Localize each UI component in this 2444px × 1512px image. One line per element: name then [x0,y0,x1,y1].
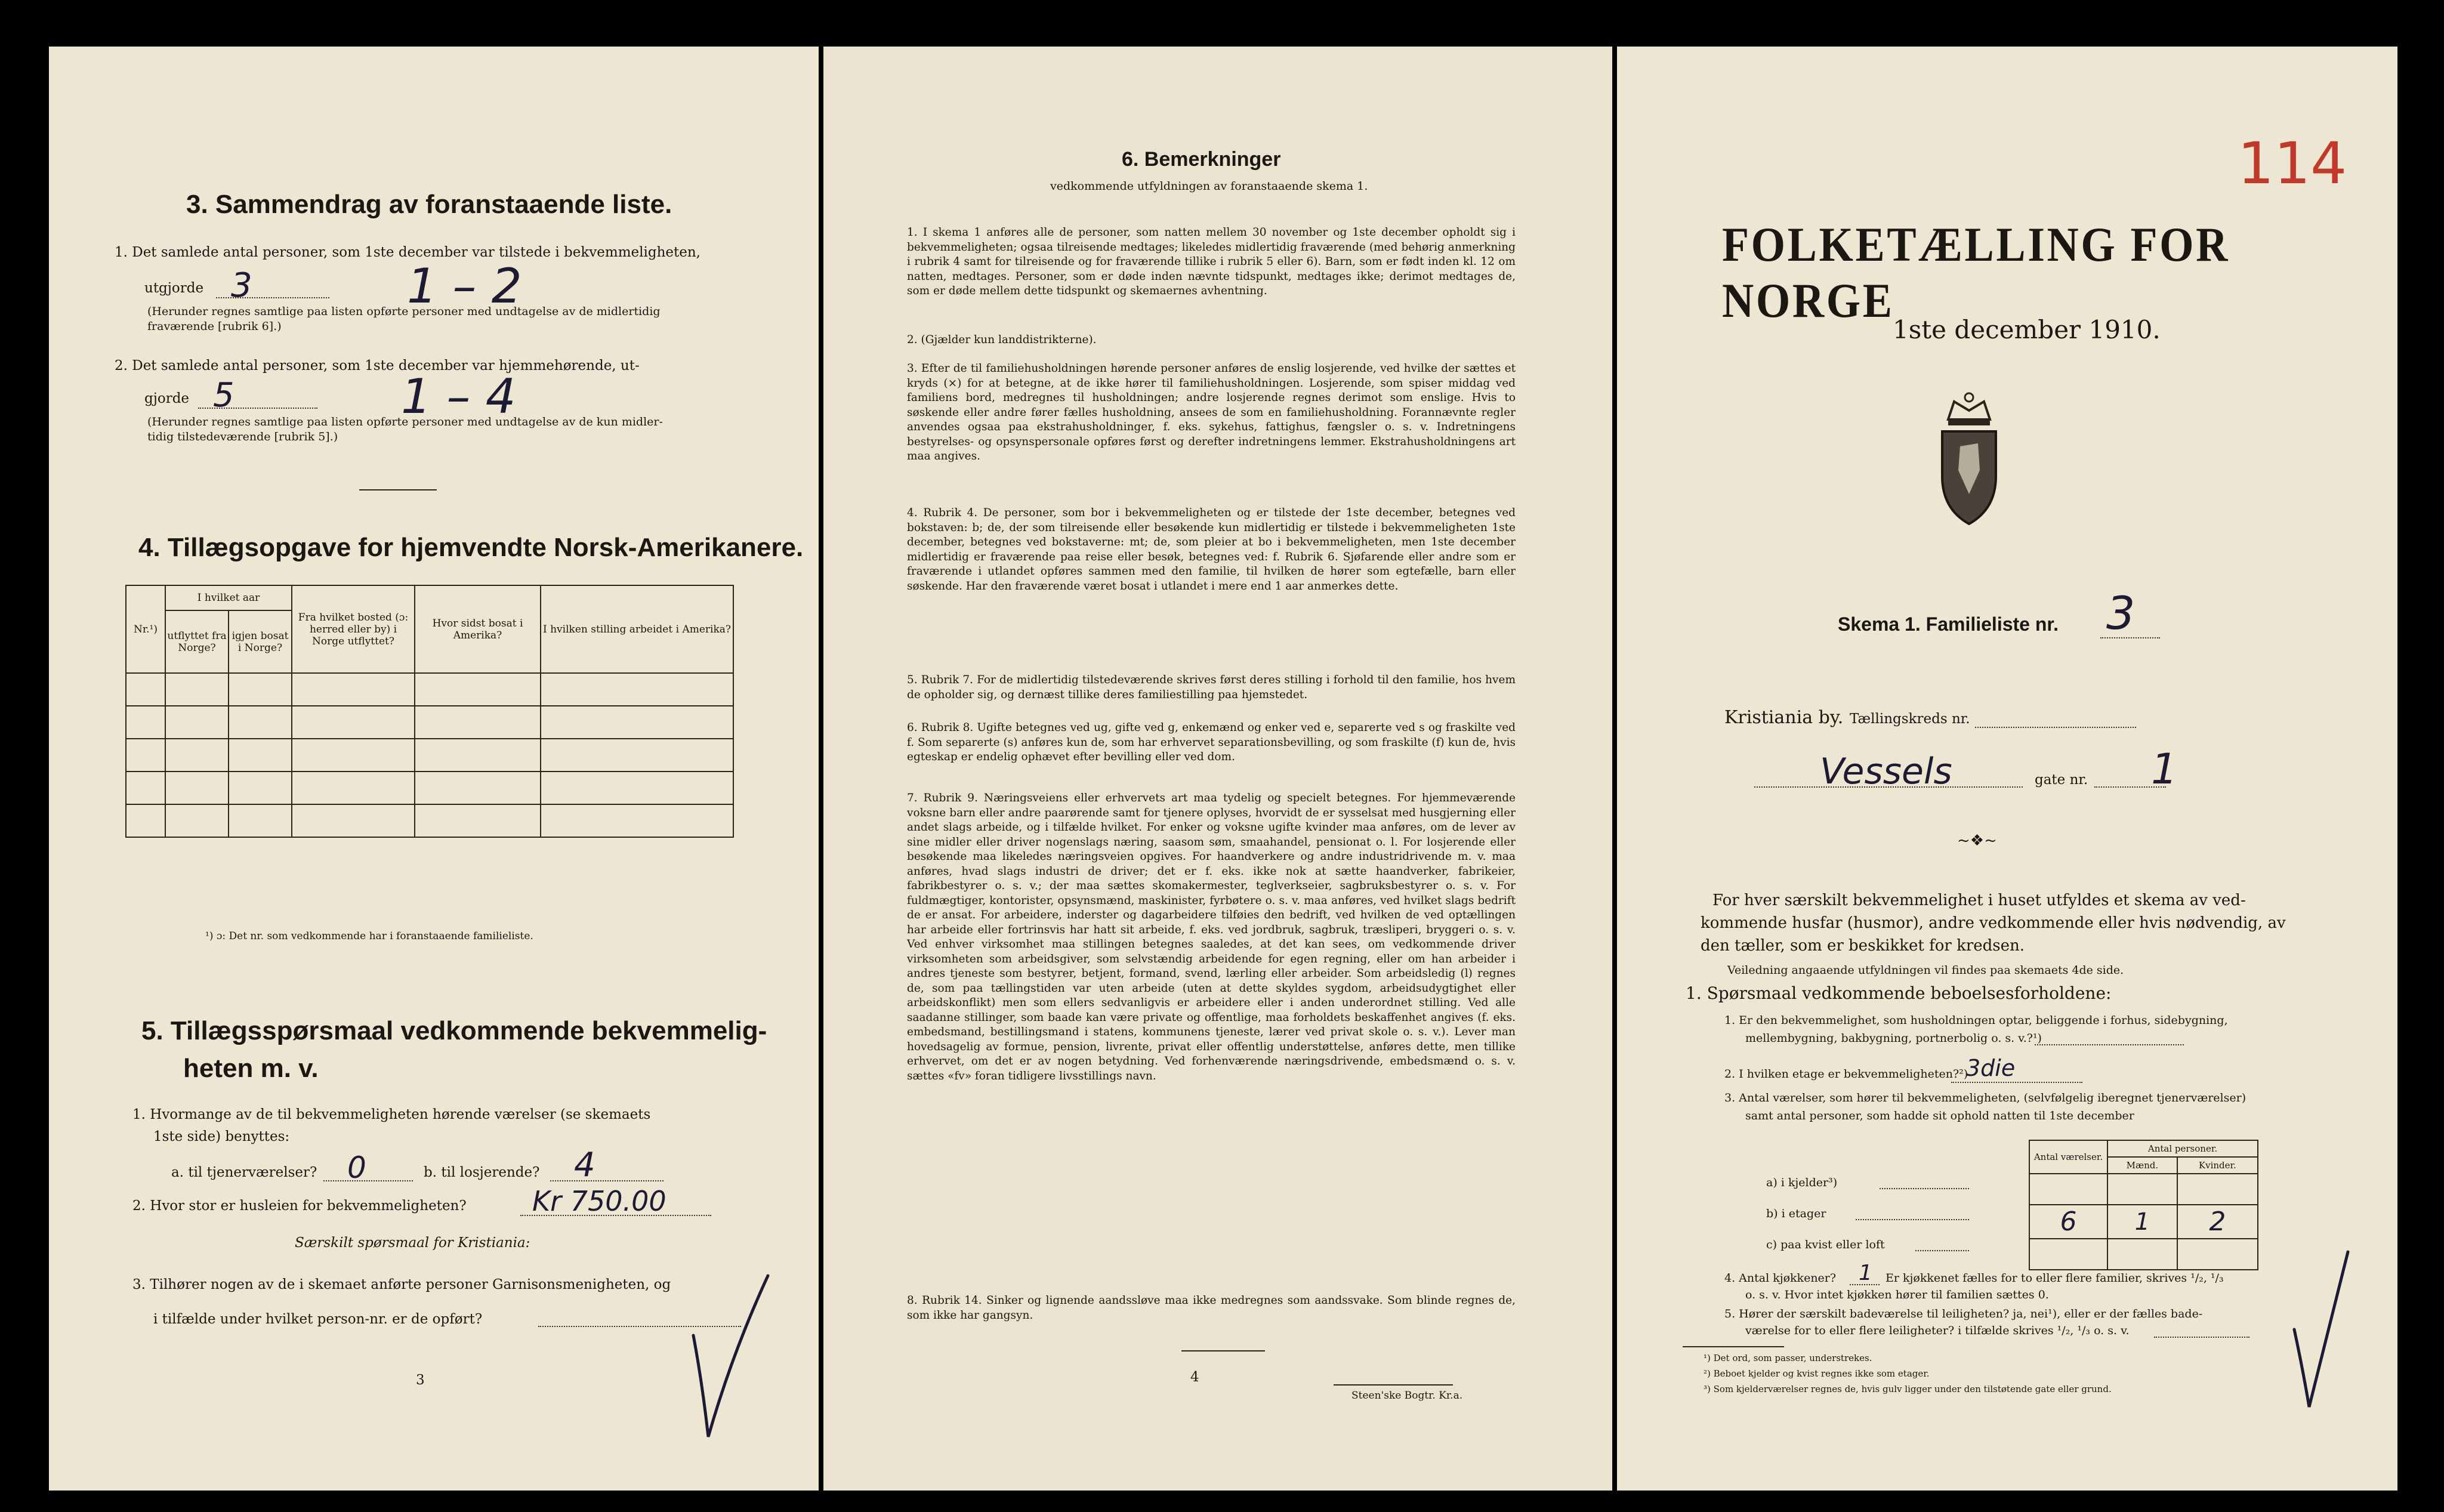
q1-2-value: 3die [1966,1055,2016,1081]
q1-5-line2: værelse for to eller flere leiligheter? i tilfælde skrives ¹/₂, ¹/₃ o. s. v. [1745,1324,2130,1337]
col-occupation: I hvilken stilling arbeidet i Amerika? [541,585,733,673]
col-women: Kvinder. [2177,1157,2258,1174]
s5-a-label: a. til tjenerværelser? [171,1165,317,1180]
section-5-title-2: heten m. v. [183,1054,319,1083]
table-row [2029,1239,2258,1270]
page-3 [49,47,819,1491]
house-dotline [2094,786,2166,788]
schema-dotline [2100,637,2160,638]
remark-8: 8. Rubrik 14. Sinker og lignende aandssløve maa ikke medregnes som aandssvake. Som blinde regnes de, som ikke har gangsyn. [907,1294,1516,1322]
house-number: 1 [2151,745,2178,794]
section-4-title: 4. Tillægsopgave for hjemvendte Norsk-Amerikanere. [138,533,804,562]
s3-q1-line1: 1. Det samlede antal personer, som 1ste december var tilstede i bekvemmeligheten, [115,245,701,260]
norwegian-coat-of-arms-icon [1927,387,2011,530]
intro-line2: kommende husfar (husmor), andre vedkommende eller hvis nødvendig, av [1701,914,2286,932]
remark-7: 7. Rubrik 9. Næringsveiens eller erhvervets art maa tydelig og specielt betegnes. For hjemmeværende voksne barn eller andre paarørende samt for tjenere oplyses, hvorvidt de er sysselsat med husgjerning eller andet slags arbeide, og i tilfælde hvilket. For enker og voksne ugifte kvinder maa anføres, om de lever av sine midler eller driver nogenslags næring, saasom søm, smaahandel, pensionat o. l. For losjerende eller besøkende maa likeledes næringsveien opgives. For haandverkere og andre industridrivende m. v. maa anføres, hvad slags industri de driver; det er f. eks. ikke nok at sætte haandverker, fabrikeier, fabrikbestyrer o. s. v.; der maa sættes skomakermester, teglverkseier, sagbruksbestyrer o. s. v. For fuldmægtiger, kontorister, opsynsmænd, maskinister, fyrbøtere o. s. v. maa anføres, ved hvilket slags bedrift de er ansat. For arbeidere, inderster og dagarbeidere tilføies den bedrift, ved hvilken de ved optællingen har arbeide eller fortrinsvis har hatt sit arbeide, f. eks. ved jordbruk, sagbruk, træsliperi, bryggeri o. s. v. Ved enhver virksomhet maa stillingen betegnes saaledes, at det kan sees, om vedkommende driver virksomheten som arbeidsgiver, som selvstændig arbeidende for egen regning, eller om han arbeider i andres tjeneste som bestyrer, betjent, formand, svend, lærling eller arbeider. Som arbeidsledig (l) regnes de, som paa tællingstiden var uten arbeide (uten at dette skyldes sygdom, arbeidsudygtighet eller arbeidskonflikt) men som ellers sedvanligvis er arbeidere eller i anden underordnet stilling. Ved alle saadanne stillinger, som baade kan være private og offentlige, maa forholdets beskaffenhet angives (f. eks. embedsmand, bestillingsmand i statens, kommunens tjeneste, lærer ved privat skole o. s. v.). Lever man hovedsagelig av formue, pension, livrente, privat eller offentlig understøttelse, anføres dette, men tillike erhvervet, om det er av nogen betydning. Ved forhenværende næringsdrivende, embedsmænd o. s. v. sættes «fv» foran tidligere livsstillings navn. [907,792,1516,1082]
q1-2-dotline [1951,1082,2082,1083]
city-label: Kristiania by. [1724,707,1844,728]
q1-4-text: Er kjøkkenet fælles for to eller flere familier, skrives ¹/₂, ¹/₃ [1886,1272,2224,1285]
printer-rule [1334,1384,1453,1386]
s5-a-value: 0 [347,1150,366,1185]
table-row [126,706,733,739]
footnote-3: ³) Som kjelderværelser regnes de, hvis gulv ligger under den tilstøtende gate eller grund. [1704,1384,2112,1394]
ornament-icon: ~❖~ [1957,832,1997,850]
district-label: Tællingskreds nr. [1850,711,1970,727]
q1-4-value: 1 [1859,1261,1872,1285]
section-5-title-1: 5. Tillægsspørsmaal vedkommende bekvemmelig- [141,1016,767,1045]
remark-5: 5. Rubrik 7. For de midlertidig tilstedeværende skrives først deres stilling i forhold til den familie, hos hvem de opholder sig, og dernæst tillike deres familiestilling paa hjemstedet. [907,674,1516,701]
footnote-1: ¹) Det ord, som passer, understrekes. [1704,1353,1872,1363]
s5-b-dotline [550,1180,664,1181]
remark-1: 1. I skema 1 anføres alle de personer, som natten mellem 30 november og 1ste december opholdt sig i bekvemmeligheten; ogsaa tilreisende medtages; likeledes midlertidig fraværende (med behørig anmerkning i rubrik 4 samt for tilreisende og for fraværende tillike i rubrik 5 eller 6). Barn, som er født inden kl. 12 om natten, medtages. Personer, som er døde inden nævnte tidspunkt, medtages ikke; derimot medtages de, som er døde mellem dette tidspunkt og skemaernes avhentning. [907,226,1516,297]
page-number-3: 3 [416,1372,425,1388]
col-emigrated: utflyttet fra Norge? [165,610,229,673]
checkmark-icon [681,1264,777,1443]
table-row [2029,1174,2258,1205]
street-value: Vessels [1820,751,1952,792]
s3-q2-dotline [198,408,317,409]
table-row [126,772,733,804]
q1-4-label: 4. Antal kjøkkener? [1724,1272,1837,1285]
col-year-group: I hvilket aar [165,585,292,610]
district-dotline [1975,727,2136,728]
footnote-2: ²) Beboet kjelder og kvist regnes ikke som etager. [1704,1368,1930,1379]
table-row [126,804,733,837]
s3-q1-value: 3 [231,266,252,305]
intro-line3: den tæller, som er beskikket for kredsen. [1701,937,2025,955]
q1-5-dotline [2154,1337,2249,1338]
col-from-where: Fra hvilket bosted (ɔ: herred eller by) i Norge utflyttet? [292,585,415,673]
s3-q2-prefix: gjorde [144,391,190,406]
s3-q1-note2: fraværende [rubrik 6].) [147,320,282,333]
q1-3-line2: samt antal personer, som hadde sit ophold natten til 1ste december [1745,1109,2134,1122]
norsk-amerikaner-table [125,585,734,838]
s3-q2-note1: (Herunder regnes samtlige paa listen opførte personer med undtagelse av de kun midler- [147,415,663,428]
page-number-4: 4 [1190,1369,1199,1385]
col-persons: Antal personer. [2107,1140,2258,1157]
q1-1-dotline [2035,1044,2184,1045]
s5-q2-value: Kr 750.00 [532,1185,666,1217]
row-b-dotline [1856,1219,1969,1220]
page-1 [1617,47,2397,1491]
remarks-title: 6. Bemerkninger [1122,148,1281,171]
s5-b-label: b. til losjerende? [424,1165,540,1180]
s5-q1-line2: 1ste side) benyttes: [153,1129,290,1144]
q1-heading: 1. Spørsmaal vedkommende beboelsesforholdene: [1686,983,2112,1003]
section-3-title: 3. Sammendrag av foranstaaende liste. [186,190,672,219]
page-4 [823,47,1612,1491]
guidance-text: Veiledning angaaende utfyldningen vil findes paa skemaets 4de side. [1727,964,2124,977]
q1-1-line1: 1. Er den bekvemmelighet, som husholdningen optar, beliggende i forhus, sidebygning, [1724,1014,2228,1027]
s5-q3-line2: i tilfælde under hvilket person-nr. er de opført? [153,1312,483,1327]
b-men-value: 1 [2107,1205,2177,1239]
s3-q1-note1: (Herunder regnes samtlige paa listen opførte personer med undtagelse av de midlertidig [147,305,661,318]
b-women-value: 2 [2177,1205,2258,1239]
s3-q2-line1: 2. Det samlede antal personer, som 1ste december var hjemmehørende, ut- [115,358,640,374]
s3-q2-value: 5 [213,376,234,415]
s5-q2-dotline [520,1215,711,1216]
s3-q2-extra: 1 – 4 [401,369,516,424]
table-row [126,739,733,772]
remarks-subtitle: vedkommende utfyldningen av foranstaaende skema 1. [1050,180,1368,193]
remark-2: 2. (Gjælder kun landdistrikterne). [907,334,1097,346]
q1-4-dotline [1850,1284,1880,1285]
remark-3: 3. Efter de til familiehusholdningen hørende personer anføres de enslig losjerende, ved hvilke der sættes et kryds (×) for at betegne, at de ikke hører til familiehusholdningen. Losjerende, som spiser middag ved familiens bord, medregnes til husholdningen; andre losjerende regnes derimot som enslige. Hvis to søskende eller andre fører fælles husholdning, ansees de som en familiehusholdning. Forannævnte regler anvendes ogsaa paa ekstrahusholdninger, f. eks. sykehus, fattighus, fængsler o. s. v. Indretningens bestyrelses- og opsynspersonale opføres først og derefter indretningens lemmer. Ekstrahusholdningens art maa angives. [907,362,1516,462]
remark-4: 4. Rubrik 4. De personer, som bor i bekvemmeligheten og er tilstede der 1ste december, betegnes ved bokstaven: b; de, der som tilreisende eller besøkende kun midlertidig er tilstede i bekvemmeligheten 1ste december, betegnes ved bokstaverne: mt; de, som pleier at bo i bekvemmeligheten, men 1ste december midlertidig er fraværende paa reise eller besøk, betegnes ved: f. Rubrik 6. Sjøfarende eller andre som er fraværende i utlandet opføres sammen med den familie, til hvilken de hører som egtefælle, barn eller søskende. Har den fraværende været bosat i utlandet i mere end 1 aar anmerkes dette. [907,507,1516,593]
divider [1181,1350,1265,1351]
col-rooms: Antal værelser. [2029,1140,2107,1174]
rooms-row-b-label: b) i etager [1766,1207,1826,1220]
street-label: gate nr. [2035,772,2088,788]
s3-q1-prefix: utgjorde [144,280,204,296]
table-footnote: ¹) ɔ: Det nr. som vedkommende har i foranstaaende familieliste. [205,930,533,942]
row-c-dotline [1915,1250,1969,1251]
s3-q1-extra: 1 – 2 [407,258,522,314]
rooms-table [2029,1140,2258,1270]
s5-q1-line1: 1. Hvormange av de til bekvemmeligheten hørende værelser (se skemaets [132,1107,651,1122]
main-title: FOLKETÆLLING FOR NORGE [1722,217,2230,328]
s5-q2-label: 2. Hvor stor er husleien for bekvemmeligheten? [132,1198,467,1214]
s5-b-value: 4 [574,1146,595,1184]
schema-label: Skema 1. Familieliste nr. [1838,613,2059,635]
q1-4-text2: o. s. v. Hvor intet kjøkken hører til familien sættes 0. [1745,1288,2049,1301]
divider [359,489,437,490]
row-a-dotline [1880,1188,1969,1189]
checkmark-icon [2285,1240,2357,1419]
footnote-rule [1683,1346,1784,1347]
census-date: 1ste december 1910. [1893,315,2161,344]
special-heading: Særskilt spørsmaal for Kristiania: [295,1235,530,1251]
printer-mark: Steen'ske Bogtr. Kr.a. [1351,1390,1463,1402]
s5-a-dotline [323,1180,413,1181]
schema-number: 3 [2106,587,2136,640]
q1-3-line1: 3. Antal værelser, som hører til bekvemmeligheten, (selvfølgelig iberegnet tjenerværelser) [1724,1091,2246,1104]
s5-q3-line1: 3. Tilhører nogen av de i skemaet anførte personer Garnisonsmenigheten, og [132,1277,671,1292]
col-men: Mænd. [2107,1157,2177,1174]
col-where-america: Hvor sidst bosat i Amerika? [415,585,541,673]
q1-1-line2: mellembygning, bakbygning, portnerbolig o. s. v.?¹) [1745,1032,2042,1045]
intro-line1: For hver særskilt bekvemmelighet i huset utfyldes et skema av ved- [1712,891,2246,909]
b-rooms-value: 6 [2029,1205,2107,1239]
remark-6: 6. Rubrik 8. Ugifte betegnes ved ug, gifte ved g, enkemænd og enker ved e, separerte ved s og fraskilte ved f. Som separerte (s) anføres kun de, som har erhvervet separationsbevilling, og som fraskilte (f) kun de, hvis egteskap er endelig ophævet efter bevilling eller ved dom. [907,721,1516,763]
rooms-row-c-label: c) paa kvist eller loft [1766,1238,1885,1251]
table-row [2029,1205,2258,1239]
s3-q2-note2: tidig tilstedeværende [rubrik 5].) [147,430,338,443]
col-returned: igjen bosat i Norge? [229,610,292,673]
col-nr: Nr.¹) [126,585,165,673]
archive-number: 114 [2238,130,2347,197]
q1-5-line1: 5. Hører der særskilt badeværelse til leiligheten? ja, nei¹), eller er der fælles bade- [1724,1307,2203,1320]
table-row [126,673,733,706]
s3-q1-dotline [216,297,329,298]
q1-2-label: 2. I hvilken etage er bekvemmeligheten?²) [1724,1067,1968,1081]
rooms-row-a-label: a) i kjelder³) [1766,1176,1838,1189]
